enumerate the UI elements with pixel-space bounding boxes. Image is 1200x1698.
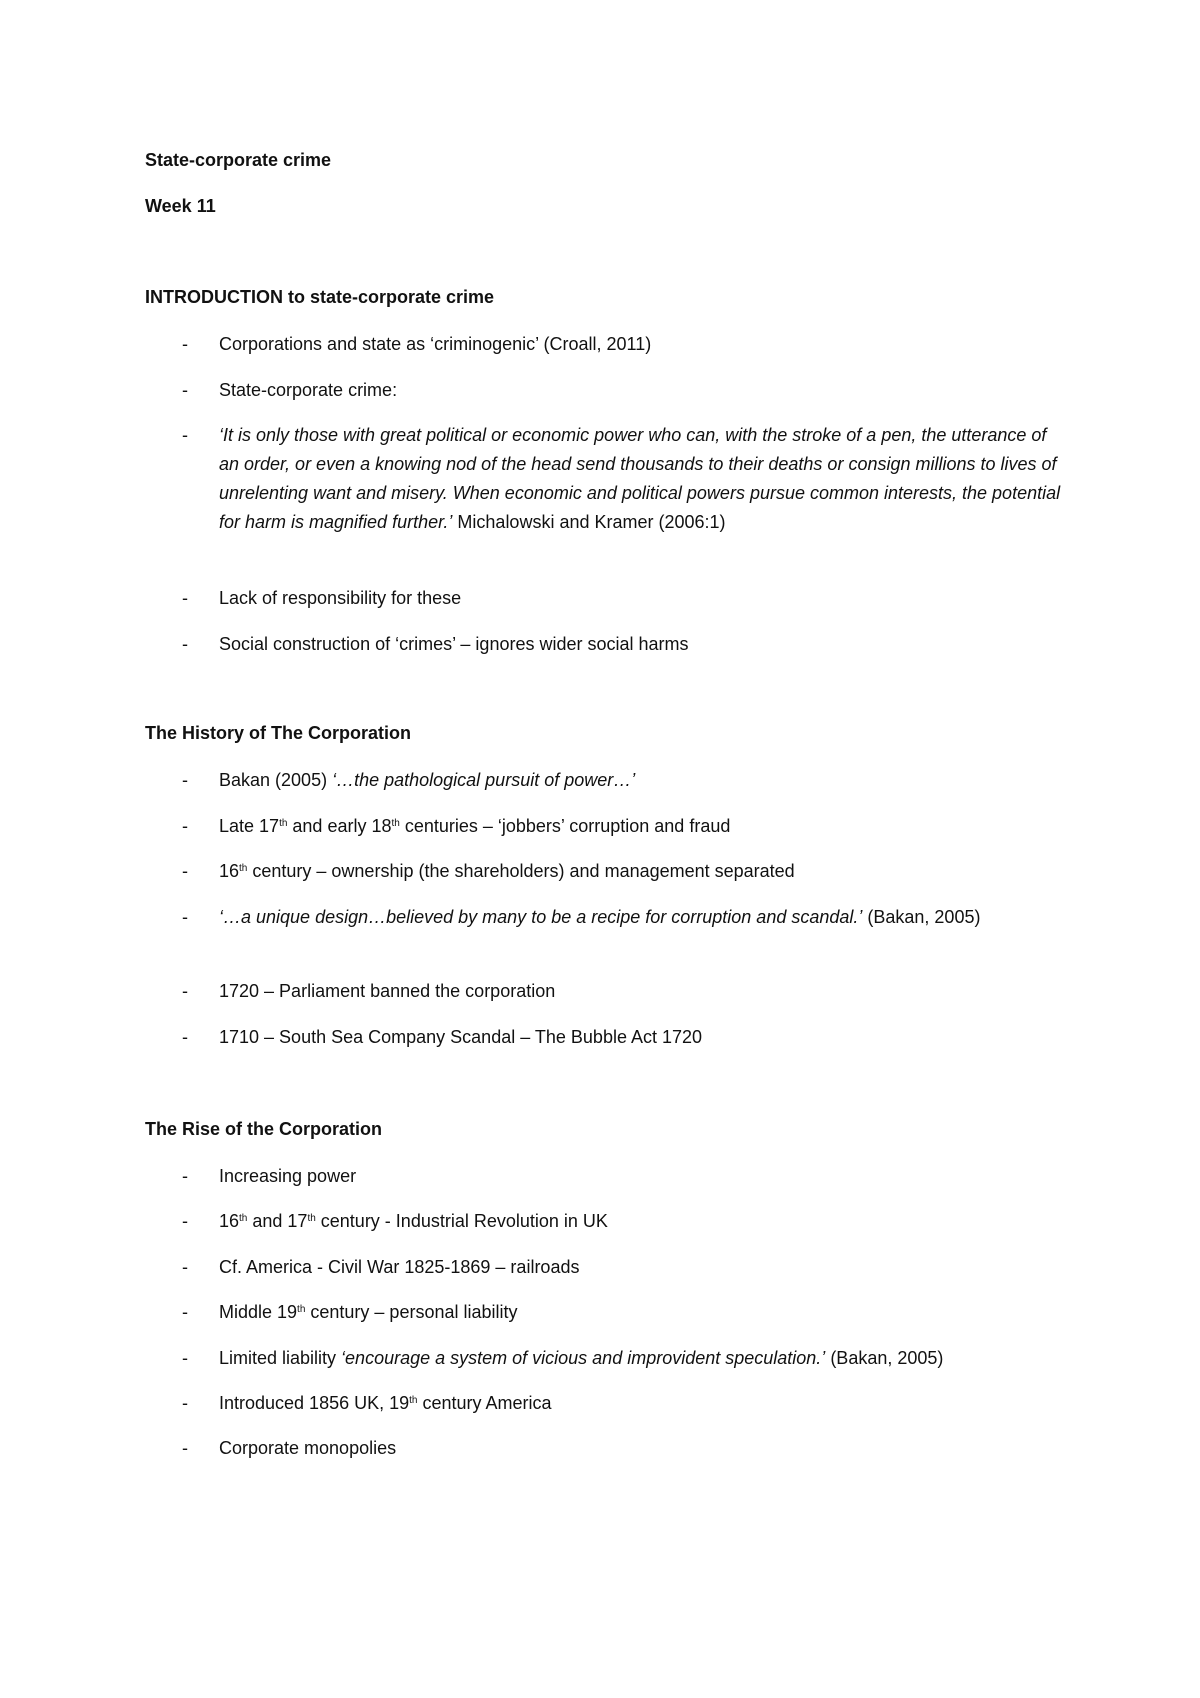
superscript-text: th (307, 1213, 316, 1224)
text-run: and early 18 (287, 816, 392, 836)
week-label: Week 11 (145, 196, 216, 216)
list-item-text (219, 1162, 1065, 1191)
bullet-dash: - (182, 1348, 188, 1368)
list-item (182, 1434, 1065, 1463)
text-run: 16 (219, 861, 240, 881)
list-item-text (219, 766, 1065, 795)
bullet-dash: - (182, 1302, 188, 1322)
list-item (182, 1162, 1065, 1191)
bullet-dash: - (182, 380, 188, 400)
text-run: and 17 (247, 1211, 308, 1231)
list-item-text (219, 977, 1065, 1006)
superscript-text: th (239, 1213, 248, 1224)
text-run: Michalowski and Kramer (2006:1) (452, 512, 726, 532)
list-item (182, 1253, 1065, 1282)
superscript-text: th (297, 1304, 306, 1315)
superscript-text: th (409, 1395, 418, 1406)
bullet-dash: - (182, 425, 188, 445)
list-item-text (219, 903, 1065, 932)
list-item (182, 630, 1065, 659)
bullet-dash: - (182, 1027, 188, 1047)
list-item-text (219, 1207, 1065, 1236)
list-item (182, 812, 1065, 841)
list-item-text (219, 1389, 1065, 1418)
list-item-text (219, 376, 1065, 405)
text-run: 1710 – South Sea Company Scandal – The Bubble Act 1720 (219, 1027, 703, 1047)
text-run: Late 17 (219, 816, 280, 836)
bullet-dash: - (182, 634, 188, 654)
list-item-text (219, 857, 1065, 886)
list-item (182, 330, 1065, 359)
list-item-text (219, 1023, 1065, 1052)
bullet-dash: - (182, 334, 188, 354)
italic-quote: ‘encourage a system of vicious and improvident speculation.’ (341, 1348, 826, 1368)
list-item (182, 1298, 1065, 1327)
section-heading-introduction: INTRODUCTION to state-corporate crime (145, 287, 495, 307)
bullet-dash: - (182, 1166, 188, 1186)
italic-quote: ‘…a unique design…believed by many to be a recipe for corruption and scandal.’ (219, 907, 863, 927)
text-run: 16 (219, 1211, 240, 1231)
list-item-text (219, 1253, 1065, 1282)
section-heading-history: The History of The Corporation (145, 723, 412, 743)
text-run: (Bakan, 2005) (862, 907, 981, 927)
text-run: century – personal liability (305, 1302, 518, 1322)
list-item (182, 1344, 1065, 1373)
list-item-text (219, 421, 1065, 537)
text-run: century America (417, 1393, 552, 1413)
list-item-text (219, 1298, 1065, 1327)
list-item-text (219, 630, 1065, 659)
bullet-dash: - (182, 1257, 188, 1277)
list-item-text (219, 584, 1065, 613)
superscript-text: th (239, 863, 248, 874)
bullet-dash: - (182, 907, 188, 927)
list-item (182, 1389, 1065, 1418)
text-run: (Bakan, 2005) (825, 1348, 944, 1368)
text-run: Increasing power (219, 1166, 357, 1186)
text-run: Lack of responsibility for these (219, 588, 462, 608)
text-run: Cf. America - Civil War 1825-1869 – railroads (219, 1257, 580, 1277)
text-run: Corporations and state as ‘criminogenic’ (Croall, 2011) (219, 334, 652, 354)
text-run: Social construction of ‘crimes’ – ignores wider social harms (219, 634, 689, 654)
text-run: Introduced 1856 UK, 19 (219, 1393, 410, 1413)
list-item-text (219, 1344, 1065, 1373)
bullet-dash: - (182, 770, 188, 790)
list-item (182, 1023, 1065, 1052)
text-run: State-corporate crime: (219, 380, 398, 400)
superscript-text: th (391, 818, 400, 829)
bullet-dash: - (182, 816, 188, 836)
list-item (182, 376, 1065, 405)
text-run: 1720 – Parliament banned the corporation (219, 981, 556, 1001)
italic-quote: ‘It is only those with great political or economic power who can, with the stroke of a pen, the utterance of an order, or even a knowing nod of the head send thousands to their deaths or consign millions to lives of unrelenting want and misery. When economic and political powers pursue common interests, the potential for harm is magnified further.’ (219, 425, 1061, 532)
text-run: centuries – ‘jobbers’ corruption and fraud (399, 816, 731, 836)
bullet-dash: - (182, 981, 188, 1001)
bullet-dash: - (182, 1393, 188, 1413)
list-item (182, 421, 1065, 537)
section-heading-rise: The Rise of the Corporation (145, 1119, 383, 1139)
text-run: Corporate monopolies (219, 1438, 397, 1458)
list-item-text (219, 330, 1065, 359)
list-item (182, 766, 1065, 795)
text-run: century - Industrial Revolution in UK (315, 1211, 608, 1231)
italic-quote: ‘…the pathological pursuit of power…’ (332, 770, 636, 790)
list-item-text (219, 1434, 1065, 1463)
superscript-text: th (279, 818, 288, 829)
list-item (182, 977, 1065, 1006)
bullet-dash: - (182, 861, 188, 881)
bullet-dash: - (182, 1211, 188, 1231)
list-item (182, 903, 1065, 932)
text-run: Bakan (2005) (219, 770, 333, 790)
text-run: Middle 19 (219, 1302, 298, 1322)
bullet-dash: - (182, 588, 188, 608)
list-item-text (219, 812, 1065, 841)
list-item (182, 857, 1065, 886)
text-run: Limited liability (219, 1348, 342, 1368)
bullet-dash: - (182, 1438, 188, 1458)
list-item (182, 584, 1065, 613)
list-item (182, 1207, 1065, 1236)
text-run: century – ownership (the shareholders) and management separated (247, 861, 795, 881)
document-title: State-corporate crime (145, 150, 332, 170)
